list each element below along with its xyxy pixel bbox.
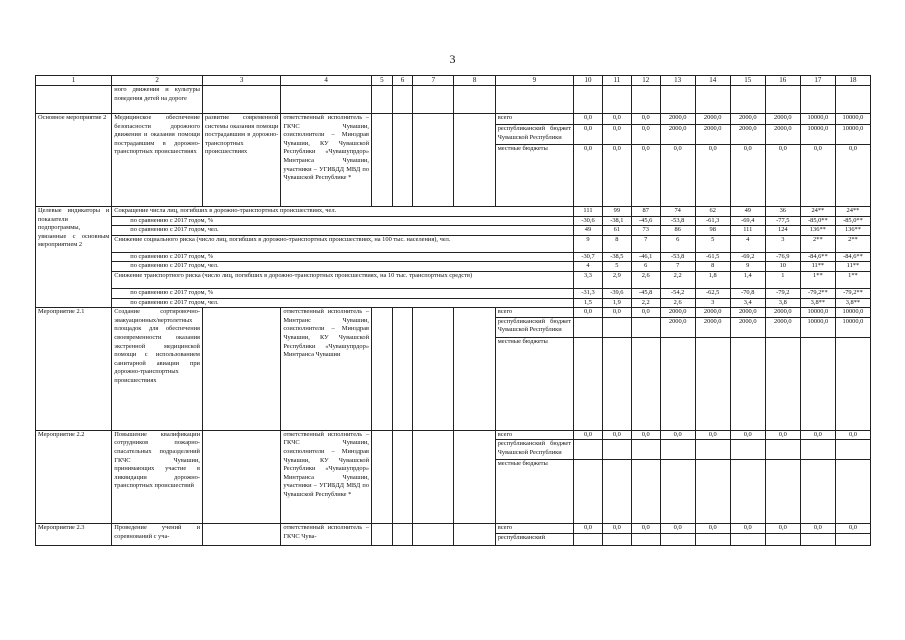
empty-cell (281, 86, 372, 114)
funding-source: республиканский бюджет Чувашской Республики (495, 125, 573, 145)
column-header: 3 (202, 76, 280, 86)
value-cell: 3,8** (800, 298, 835, 308)
value-cell: 1** (800, 271, 835, 288)
value-cell: 2000,0 (660, 308, 695, 318)
value-cell: 3,8** (835, 298, 870, 308)
empty-cell (392, 114, 413, 207)
empty-cell (392, 430, 413, 524)
value-cell: 10000,0 (835, 114, 870, 125)
value-cell: 98 (695, 226, 730, 236)
value-cell: 2000,0 (660, 125, 695, 145)
funding-source: всего (495, 308, 573, 318)
value-cell: 0,0 (765, 430, 800, 440)
indicator-label: Снижение социального риска (число лиц, погибших в дорожно-транспортных происшествиях, на 100 тыс. населения), чел. (112, 235, 574, 252)
value-cell: 87 (631, 207, 660, 217)
value-cell: 1** (835, 271, 870, 288)
value-cell: 0,0 (631, 114, 660, 125)
empty-cell (660, 86, 695, 114)
empty-cell (372, 308, 393, 431)
indicator-label: по сравнению с 2017 годом, % (112, 216, 574, 226)
empty-cell (372, 86, 393, 114)
value-cell: 0,0 (730, 145, 765, 207)
empty-cell (631, 86, 660, 114)
value-cell: 10000,0 (800, 114, 835, 125)
column-header: 18 (835, 76, 870, 86)
value-cell: 0,0 (695, 145, 730, 207)
value-cell: 2,2 (660, 271, 695, 288)
value-cell (660, 440, 695, 460)
value-cell (730, 337, 765, 430)
value-cell: 49 (730, 207, 765, 217)
indicators-title: Целевые индикаторы и показатели подпрограммы, увязанные с основным мероприятием 2 (36, 207, 112, 308)
column-header: 7 (413, 76, 454, 86)
value-cell: -85,0** (835, 216, 870, 226)
value-cell (835, 337, 870, 430)
value-cell: -38,5 (602, 252, 631, 262)
value-cell: -45,6 (631, 216, 660, 226)
page-number: 3 (449, 52, 456, 66)
value-cell (800, 533, 835, 545)
empty-cell (413, 86, 454, 114)
value-cell: 2000,0 (695, 125, 730, 145)
value-cell: 0,0 (574, 125, 603, 145)
value-cell: 0,0 (660, 524, 695, 534)
indicator-row (36, 252, 871, 262)
value-cell: 2000,0 (695, 317, 730, 337)
value-cell: 2000,0 (730, 317, 765, 337)
indicator-row (36, 207, 871, 217)
value-cell: -79,2** (835, 288, 870, 298)
indicator-row (36, 298, 871, 308)
indicator-row (36, 288, 871, 298)
value-cell: 0,0 (730, 524, 765, 534)
value-cell (765, 460, 800, 524)
funding-source: местные бюджеты (495, 337, 573, 430)
value-cell: 6 (631, 262, 660, 272)
value-cell: 0,0 (602, 145, 631, 207)
column-header: 6 (392, 76, 413, 86)
value-cell: 73 (631, 226, 660, 236)
value-cell: 1,4 (730, 271, 765, 288)
value-cell: 10000,0 (835, 308, 870, 318)
value-cell: 9 (730, 262, 765, 272)
empty-cell (454, 114, 495, 207)
value-cell: 2,6 (660, 298, 695, 308)
value-cell (574, 317, 603, 337)
value-cell: 2000,0 (660, 317, 695, 337)
value-cell: 8 (602, 235, 631, 252)
column-header: 14 (695, 76, 730, 86)
measure-name: Повышение квалификации сотрудников пожарно-спасательных подразделений ГКЧС Чувашии, принимающих участие в ликвидации дорожно-транспортных происшествий (112, 430, 203, 524)
value-cell: 0,0 (631, 308, 660, 318)
value-cell (765, 337, 800, 430)
value-cell: -30,7 (574, 252, 603, 262)
value-cell: 2000,0 (730, 125, 765, 145)
value-cell (660, 337, 695, 430)
measure-id: Мероприятие 2.3 (36, 524, 112, 546)
value-cell: 2000,0 (765, 125, 800, 145)
funding-source: республиканский бюджет Чувашской Республики (495, 440, 573, 460)
column-header: 15 (730, 76, 765, 86)
indicator-label: по сравнению с 2017 годом, чел. (112, 262, 574, 272)
value-cell (835, 533, 870, 545)
value-cell: -70,8 (730, 288, 765, 298)
value-cell (730, 460, 765, 524)
empty-cell (413, 524, 454, 546)
empty-cell (372, 114, 393, 207)
empty-cell (454, 86, 495, 114)
value-cell: 0,0 (835, 524, 870, 534)
funding-source: местные бюджеты (495, 460, 573, 524)
column-header: 9 (495, 76, 573, 86)
value-cell (765, 440, 800, 460)
empty-cell (730, 86, 765, 114)
empty-cell (202, 308, 280, 431)
value-cell: 1 (765, 271, 800, 288)
empty-cell (392, 86, 413, 114)
empty-cell (454, 430, 495, 524)
value-cell: 62 (695, 207, 730, 217)
value-cell: 49 (574, 226, 603, 236)
value-cell: 2000,0 (730, 114, 765, 125)
value-cell: 0,0 (835, 145, 870, 207)
value-cell: 136** (835, 226, 870, 236)
value-cell: 10000,0 (800, 125, 835, 145)
value-cell: 11** (835, 262, 870, 272)
value-cell: 10 (765, 262, 800, 272)
value-cell: 0,0 (765, 145, 800, 207)
value-cell: 0,0 (660, 145, 695, 207)
indicator-label: по сравнению с 2017 годом, чел. (112, 298, 574, 308)
value-cell: -69,4 (730, 216, 765, 226)
value-cell: 2,6 (631, 271, 660, 288)
value-cell: 11** (800, 262, 835, 272)
value-cell: 6 (660, 235, 695, 252)
executors: ответственный исполнитель – ГКЧС Чувашии, соисполнители – Минздрав Чувашии, КУ Чувашской Республики «Чувашупрдор» Минтранса Чувашии, участники – УГИБДД МВД по Чувашской Республике * (281, 430, 372, 524)
column-header: 10 (574, 76, 603, 86)
value-cell: 10000,0 (800, 317, 835, 337)
executors: ответственный исполнитель – Минтранс Чувашии, соисполнители – Минздрав Чувашии, КУ Чувашской Республики «Чувашупрдор» Минтранса Чувашии (281, 308, 372, 431)
column-header: 8 (454, 76, 495, 86)
indicator-label: Сокращение числа лиц, погибших в дорожно-транспортных происшествиях, чел. (112, 207, 574, 217)
value-cell (730, 533, 765, 545)
value-cell: 3,8 (765, 298, 800, 308)
value-cell (574, 533, 603, 545)
header-row (36, 76, 871, 86)
value-cell: 2000,0 (660, 114, 695, 125)
executors: ответственный исполнитель – ГКЧС Чувашии, соисполнители – Минздрав Чувашии, КУ Чувашской Республики «Чувашупрдор» Минтранса Чувашии, участники – УГИБДД МВД по Чувашской Республике * (281, 114, 372, 207)
value-cell: 1,5 (574, 298, 603, 308)
value-cell: 7 (660, 262, 695, 272)
empty-cell (835, 86, 870, 114)
empty-cell (413, 114, 454, 207)
value-cell (574, 460, 603, 524)
value-cell (574, 337, 603, 430)
value-cell (631, 317, 660, 337)
indicator-label: Снижение транспортного риска (число лиц, погибших в дорожно-транспортных происшествиях, на 10 тыс. транспортных средств) (112, 271, 574, 288)
funding-source: всего (495, 114, 573, 125)
column-header: 1 (36, 76, 112, 86)
value-cell (631, 460, 660, 524)
value-cell: -79,2 (765, 288, 800, 298)
value-cell: 61 (602, 226, 631, 236)
value-cell: 8 (695, 262, 730, 272)
value-cell: 0,0 (602, 524, 631, 534)
column-header: 5 (372, 76, 393, 86)
indicator-label: по сравнению с 2017 годом, % (112, 252, 574, 262)
table-row (36, 308, 871, 318)
value-cell: 0,0 (574, 308, 603, 318)
funding-source: республиканский бюджет Чувашской Республики (495, 317, 573, 337)
value-cell: -39,6 (602, 288, 631, 298)
value-cell: 0,0 (631, 145, 660, 207)
funding-source: республиканский (495, 533, 573, 545)
value-cell: 0,0 (765, 524, 800, 534)
table-row (36, 114, 871, 125)
column-header: 17 (800, 76, 835, 86)
value-cell (602, 317, 631, 337)
value-cell: 9 (574, 235, 603, 252)
value-cell: 10000,0 (835, 125, 870, 145)
value-cell: -53,8 (660, 216, 695, 226)
value-cell (695, 460, 730, 524)
funding-source: всего (495, 430, 573, 440)
value-cell: 2000,0 (765, 114, 800, 125)
value-cell (660, 460, 695, 524)
value-cell: 10000,0 (800, 308, 835, 318)
empty-cell (392, 308, 413, 431)
indicator-label: по сравнению с 2017 годом, чел. (112, 226, 574, 236)
value-cell: 0,0 (800, 524, 835, 534)
measure-goal: развитие современной системы оказания помощи пострадавшим в дорожно-транспортных происшествиях (202, 114, 280, 207)
value-cell: -84,6** (800, 252, 835, 262)
value-cell: 136** (800, 226, 835, 236)
indicator-label: по сравнению с 2017 годом, % (112, 288, 574, 298)
value-cell (574, 440, 603, 460)
value-cell: -38,1 (602, 216, 631, 226)
value-cell: 0,0 (602, 114, 631, 125)
empty-cell (392, 524, 413, 546)
value-cell: 86 (660, 226, 695, 236)
empty-cell (454, 524, 495, 546)
empty-cell (574, 86, 603, 114)
value-cell (602, 460, 631, 524)
value-cell (660, 533, 695, 545)
empty-cell (372, 430, 393, 524)
program-table (35, 75, 871, 546)
measure-name: Проведение учений и соревнований с уча- (112, 524, 203, 546)
empty-cell (36, 86, 112, 114)
empty-cell (495, 86, 573, 114)
empty-cell (800, 86, 835, 114)
value-cell: 0,0 (631, 430, 660, 440)
value-cell (631, 533, 660, 545)
value-cell (631, 337, 660, 430)
value-cell (835, 440, 870, 460)
measure-id: Мероприятие 2.1 (36, 308, 112, 431)
value-cell: 36 (765, 207, 800, 217)
value-cell: 3,3 (574, 271, 603, 288)
executors: ответственный исполнитель – ГКЧС Чува- (281, 524, 372, 546)
empty-cell (202, 524, 280, 546)
value-cell: 2000,0 (695, 114, 730, 125)
value-cell: 111 (574, 207, 603, 217)
empty-cell (695, 86, 730, 114)
table-row (36, 524, 871, 534)
value-cell: 2000,0 (695, 308, 730, 318)
value-cell: 2,9 (602, 271, 631, 288)
measure-id: Основное мероприятие 2 (36, 114, 112, 207)
value-cell: 1,9 (602, 298, 631, 308)
value-cell: -85,0** (800, 216, 835, 226)
measure-name: ного движения и культуры поведения детей на дороге (112, 86, 203, 114)
table-row (36, 430, 871, 440)
value-cell (800, 337, 835, 430)
value-cell: 111 (730, 226, 765, 236)
value-cell: 0,0 (602, 308, 631, 318)
value-cell: 0,0 (574, 524, 603, 534)
value-cell: 0,0 (574, 430, 603, 440)
value-cell: 1,8 (695, 271, 730, 288)
value-cell: -77,5 (765, 216, 800, 226)
value-cell: 0,0 (602, 430, 631, 440)
indicator-row (36, 216, 871, 226)
value-cell: -79,2** (800, 288, 835, 298)
value-cell (695, 533, 730, 545)
column-header: 2 (112, 76, 203, 86)
value-cell: 3 (765, 235, 800, 252)
column-header: 13 (660, 76, 695, 86)
value-cell (835, 460, 870, 524)
value-cell: 4 (730, 235, 765, 252)
value-cell: -46,1 (631, 252, 660, 262)
value-cell: 0,0 (800, 145, 835, 207)
value-cell (695, 337, 730, 430)
empty-cell (202, 86, 280, 114)
value-cell (800, 440, 835, 460)
empty-cell (454, 308, 495, 431)
continuation-row (36, 86, 871, 114)
value-cell: 124 (765, 226, 800, 236)
value-cell: 0,0 (695, 430, 730, 440)
value-cell: 24** (835, 207, 870, 217)
empty-cell (413, 430, 454, 524)
value-cell: -61,5 (695, 252, 730, 262)
value-cell: 5 (695, 235, 730, 252)
column-header: 16 (765, 76, 800, 86)
measure-id: Мероприятие 2.2 (36, 430, 112, 524)
value-cell: -45,8 (631, 288, 660, 298)
measure-name: Медицинское обеспечение безопасности дорожного движения и оказания помощи пострадавшим в дорожно-транспортных происшествиях (112, 114, 203, 207)
value-cell: 0,0 (574, 114, 603, 125)
empty-cell (413, 308, 454, 431)
value-cell: 4 (574, 262, 603, 272)
value-cell: -84,6** (835, 252, 870, 262)
indicator-row (36, 226, 871, 236)
value-cell: 0,0 (800, 430, 835, 440)
value-cell: 0,0 (660, 430, 695, 440)
value-cell: 2000,0 (730, 308, 765, 318)
value-cell: 0,0 (574, 145, 603, 207)
value-cell: 0,0 (835, 430, 870, 440)
funding-source: местные бюджеты (495, 145, 573, 207)
value-cell: 3 (695, 298, 730, 308)
column-header: 4 (281, 76, 372, 86)
funding-source: всего (495, 524, 573, 534)
value-cell: 2,2 (631, 298, 660, 308)
value-cell: 2000,0 (765, 317, 800, 337)
value-cell: 0,0 (695, 524, 730, 534)
value-cell (631, 440, 660, 460)
value-cell (765, 533, 800, 545)
value-cell: -69,2 (730, 252, 765, 262)
value-cell (695, 440, 730, 460)
indicator-row (36, 262, 871, 272)
column-header: 12 (631, 76, 660, 86)
value-cell (602, 440, 631, 460)
measure-name: Создание сортировочно-эвакуационных/вертолетных площадок для обеспечения своевременности оказания экстренной медицинской помощи с использованием санитарной авиации при дорожно-транспортных происшествиях (112, 308, 203, 431)
empty-cell (372, 524, 393, 546)
indicator-row (36, 271, 871, 288)
value-cell: 0,0 (631, 125, 660, 145)
value-cell: -62,5 (695, 288, 730, 298)
value-cell (602, 337, 631, 430)
value-cell: 2** (800, 235, 835, 252)
value-cell: 0,0 (631, 524, 660, 534)
value-cell: 99 (602, 207, 631, 217)
column-header: 11 (602, 76, 631, 86)
value-cell (602, 533, 631, 545)
value-cell: -76,9 (765, 252, 800, 262)
value-cell: 0,0 (602, 125, 631, 145)
value-cell (730, 440, 765, 460)
value-cell: -53,8 (660, 252, 695, 262)
empty-cell (765, 86, 800, 114)
value-cell: 0,0 (730, 430, 765, 440)
value-cell: 10000,0 (835, 317, 870, 337)
value-cell: -61,3 (695, 216, 730, 226)
value-cell: 3,4 (730, 298, 765, 308)
value-cell: -54,2 (660, 288, 695, 298)
value-cell: 24** (800, 207, 835, 217)
value-cell: 7 (631, 235, 660, 252)
value-cell: 2000,0 (765, 308, 800, 318)
empty-cell (202, 430, 280, 524)
value-cell: -30,6 (574, 216, 603, 226)
value-cell (800, 460, 835, 524)
empty-cell (602, 86, 631, 114)
value-cell: 74 (660, 207, 695, 217)
value-cell: 5 (602, 262, 631, 272)
value-cell: -31,3 (574, 288, 603, 298)
indicator-row (36, 235, 871, 252)
value-cell: 2** (835, 235, 870, 252)
